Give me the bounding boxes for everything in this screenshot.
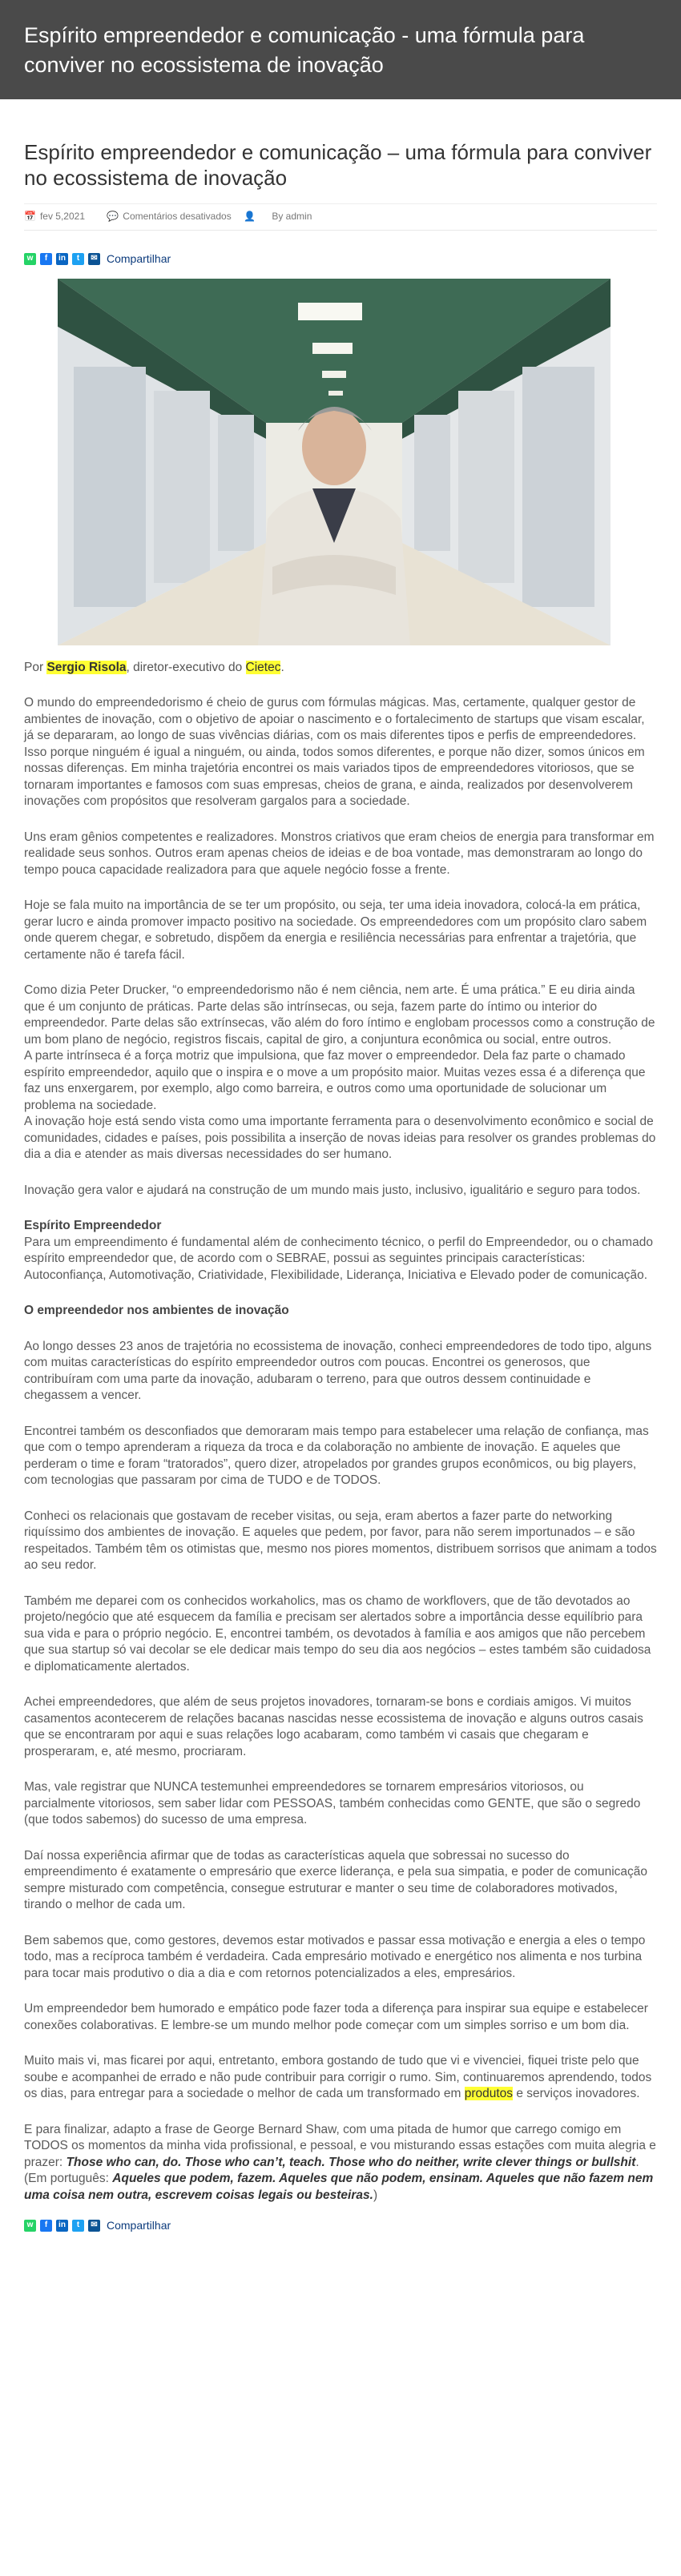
- post-comments: [107, 211, 262, 222]
- share-bar-top: [24, 251, 657, 266]
- linkedin-icon[interactable]: in: [56, 253, 68, 265]
- post-comments-text: Comentários desativados: [123, 211, 232, 222]
- text-segment: . (Em português:: [24, 2155, 639, 2185]
- post-meta: [24, 203, 657, 231]
- text-segment: E para finalizar, adapto a frase de George Bernard Shaw, com uma pitada de humor que carrego comigo em TODOS os momentos da minha vida profissional, e pessoal, e vou misturando essas estações com muita alegria e prazer:: [24, 2122, 656, 2169]
- byline-prefix: Por: [24, 661, 47, 674]
- facebook-icon[interactable]: f: [40, 2220, 52, 2232]
- bottom-spacer: [24, 2232, 657, 2244]
- article-body: [24, 695, 657, 2204]
- paragraph: Mas, vale registrar que NUNCA testemunhei empreendedores se tornarem empresários vitoriosos, ou parcialmente vitoriosos, sem saber lidar com PESSOAS, também conhecidas como GENTE, que são o segredo (que todos sabemos) do sucesso de uma empresa.: [24, 1780, 641, 1827]
- corridor-photo-illustration: [58, 279, 610, 645]
- post-date-text: fev 5,2021: [39, 211, 85, 222]
- linkedin-icon[interactable]: in: [56, 2220, 68, 2232]
- share-link[interactable]: Compartilhar: [107, 252, 171, 265]
- paragraph: A parte intrínseca é a força motriz que impulsiona, que faz mover o empreendedor. Dela faz parte o chamado espírito empreendedor, aquilo que o inspira e o move a um propósito maior. Muitas vezes essa é a diferença que faz uns enxergarem, por exemplo, algo como barreira, e outros como uma oportunidade de solucionar um problema na sociedade.: [24, 1049, 646, 1112]
- twitter-icon[interactable]: t: [72, 253, 84, 265]
- products-link[interactable]: produtos: [464, 2087, 514, 2100]
- text-segment: Muito mais vi, mas ficarei por aqui, entretanto, embora gostando de tudo que vi e vivenciei, fiquei triste pelo que soube e acompanhei de errado e não pude contribuir para corrigir o rumo. Sim, continuaremos aprendendo, todos os dias, para entregar para a sociedade o melhor de cada um transformado em: [24, 2054, 652, 2100]
- byline: [24, 660, 657, 676]
- page-banner: [0, 0, 681, 99]
- comments-icon: 💬: [107, 211, 119, 222]
- paragraph: A inovação hoje está sendo vista como uma importante ferramenta para o desenvolvimento econômico e social de comunidades, cidades e países, pois possibilita a inserção de novas ideias para resolver os grandes problemas do dia a dia e atender as mais diversas necessidades do ser humano.: [24, 1115, 656, 1161]
- text-segment: e serviços inovadores.: [513, 2087, 640, 2100]
- text-segment: ): [373, 2188, 378, 2202]
- quote-portuguese: Aqueles que podem, fazem. Aqueles que não podem, ensinam. Aqueles que não fazem nem uma coisa nem outra, escrevem coisas legais ou besteiras.: [24, 2172, 654, 2202]
- user-icon: 👤: [244, 211, 256, 222]
- article: [0, 99, 681, 2244]
- whatsapp-icon[interactable]: w: [24, 2220, 36, 2232]
- post-date: [24, 211, 97, 222]
- calendar-icon: 📅: [24, 211, 36, 222]
- paragraph: [24, 2122, 657, 2204]
- twitter-icon[interactable]: t: [72, 2220, 84, 2232]
- paragraph: [24, 2053, 657, 2103]
- byline-middle: , diretor-executivo do: [126, 661, 246, 674]
- paragraph: Para um empreendimento é fundamental além de conhecimento técnico, o perfil do Empreendedor, ou o chamado espírito empreendedor que, de acordo com o SEBRAE, possui as seguintes principais características: Autoconfiança, Automotivação, Criatividade, Flexibilidade, Liderança, Iniciativa e Elevado poder de comunicação.: [24, 1235, 653, 1282]
- section-heading: Espírito Empreendedor: [24, 1219, 162, 1232]
- paragraph: Achei empreendedores, que além de seus projetos inovadores, tornaram-se bons e cordiais amigos. Vi muitos casamentos acontecerem de relações bacanas nascidas nesse ecossistema de inovação e alguns outros casais que se encontraram por aqui e suas relações logo acabaram, como também vi casais que chegaram e prosperaram, e, até mesmo, procriaram.: [24, 1695, 643, 1758]
- share-link[interactable]: Compartilhar: [107, 2219, 171, 2232]
- post-title: Espírito empreendedor e comunicação – uma fórmula para conviver no ecossistema de inovação: [24, 140, 652, 190]
- facebook-icon[interactable]: f: [40, 253, 52, 265]
- byline-suffix: .: [280, 661, 284, 674]
- email-icon[interactable]: ✉: [88, 2220, 100, 2232]
- paragraph: Ao longo desses 23 anos de trajetória no ecossistema de inovação, conheci empreendedores de todo tipo, alguns com muitas características do espírito empreendedor outros com poucas. Encontrei os generosos, que contribuíram com uma parte da inovação, adubaram o terreno, para que outros dessem continuidade e chegassem a vencer.: [24, 1339, 652, 1402]
- paragraph: Inovação gera valor e ajudará na construção de um mundo mais justo, inclusivo, igualitário e seguro para todos.: [24, 1183, 641, 1197]
- paragraph: Hoje se fala muito na importância de se ter um propósito, ou seja, ter uma ideia inovadora, colocá-la em prática, gerar lucro e ainda promover impacto positivo na sociedade. Os empreendedores com um propósito claro sabem onde querem chegar, e sobretudo, dispõem da energia e resiliência necessárias para enfrentar a trajetória, que certamente não é tarefa fácil.: [24, 898, 647, 962]
- section-heading: O empreendedor nos ambientes de inovação: [24, 1304, 289, 1317]
- paragraph: Conheci os relacionais que gostavam de receber visitas, ou seja, eram abertos a fazer parte do networking riquíssimo dos ambientes de inovação. E aqueles que pedem, por favor, para não serem importunados – e são respeitados. Também têm os otimistas que, mesmo nos piores momentos, distribuem sorrisos que animam a todos ao seu redor.: [24, 1509, 657, 1572]
- paragraph: Também me deparei com os conhecidos workaholics, mas os chamo de workflovers, que de tão devotados ao projeto/negócio que até esquecem da família e precisam ser alertados sobre a importância desse equilíbrio para sua vida e para o próprio negócio. E, encontrei também, os devotados à família e aos amigos que não percebem que sua startup só vai decolar se ele dedicar mais tempo do seu dia aos negócios – estes também são cuidadosa e diplomaticamente alertados.: [24, 1593, 651, 1674]
- paragraph: Daí nossa experiência afirmar que de todas as características aquela que sobressai no sucesso do empreendimento é exatamente o empresário que exerce liderança, e pela sua simpatia, e poder de comunicação sempre misturado com competência, consegue estruturar e manter o seu time de colaboradores motivados, tirando o melhor de cada um.: [24, 1848, 648, 1911]
- article-photo: [58, 279, 610, 645]
- share-bar-bottom: [24, 2218, 657, 2232]
- email-icon[interactable]: ✉: [88, 253, 100, 265]
- whatsapp-icon[interactable]: w: [24, 253, 36, 265]
- banner-title: Espírito empreendedor e comunicação - uma fórmula para conviver no ecossistema de inovação: [24, 23, 585, 77]
- paragraph: Encontrei também os desconfiados que demoraram mais tempo para estabelecer uma relação de confiança, mas que com o tempo aprenderam a riqueza da troca e da colaboração no ambiente de inovação. E aqueles que perderam o time e foram “tratorados”, quero dizer, atropelados por grandes grupos econômicos, ou big players, com tecnologias que passaram por cima de TUDO e de TODOS.: [24, 1424, 649, 1487]
- author-link[interactable]: Sergio Risola: [46, 661, 127, 674]
- paragraph: Como dizia Peter Drucker, “o empreendedorismo não é nem ciência, nem arte. É uma prática.” E eu diria ainda que é um conjunto de práticas. Parte delas são intrínsecas, ou seja, fazem parte do íntimo ou interior do empreendedor. Parte delas são extrínsecas, vão além do foro íntimo e englobam processos como a construção de um bom plano de negócio, registros fiscais, capital de giro, a conjuntura econômica ou social, entre outros.: [24, 983, 655, 1047]
- org-link[interactable]: Cietec: [245, 661, 281, 674]
- post-author[interactable]: By admin: [272, 211, 312, 222]
- paragraph: Uns eram gênios competentes e realizadores. Monstros criativos que eram cheios de energia para transformar em realidade seus sonhos. Outros eram apenas cheios de ideias e de boa vontade, mas demonstraram ao longo do tempo pouca capacidade realizadora para que aquele negócio fosse a frente.: [24, 830, 655, 877]
- quote-english: Those who can, do. Those who can’t, teach. Those who do neither, write clever things or bullshit: [66, 2155, 636, 2169]
- paragraph: Bem sabemos que, como gestores, devemos estar motivados e passar essa motivação e energia a eles o tempo todo, mas a recíproca também é verdadeira. Cada empresário motivado e energético nos alimenta e nos turbina para tocar mais produtivo o dia a dia e com retornos potencializados a eles, empresários.: [24, 1933, 646, 1980]
- paragraph: O mundo do empreendedorismo é cheio de gurus com fórmulas mágicas. Mas, certamente, qualquer gestor de ambientes de inovação, com o objetivo de apoiar o nascimento e o fortalecimento de startups que visam escalar, já se depararam, ao longo de suas vivências diárias, com os mais diferentes tipos e perfis de empreendedores.: [24, 696, 645, 742]
- paragraph: Isso porque ninguém é igual a ninguém, ou ainda, todos somos diferentes, e porque não dizer, somos únicos em nossas diferenças. Em minha trajetória encontrei os mais variados tipos de empreendedores vitoriosos, que se tornaram importantes e famosos com suas empresas, cheios de grana, e ainda, realizados por desenvolverem inovações com propósitos que resolveram gargalos para a sociedade.: [24, 745, 645, 808]
- paragraph: Um empreendedor bem humorado e empático pode fazer toda a diferença para inspirar sua equipe e estabelecer conexões colaborativas. E lembre-se um mundo melhor pode começar com um simples sorriso e um bom dia.: [24, 2002, 648, 2032]
